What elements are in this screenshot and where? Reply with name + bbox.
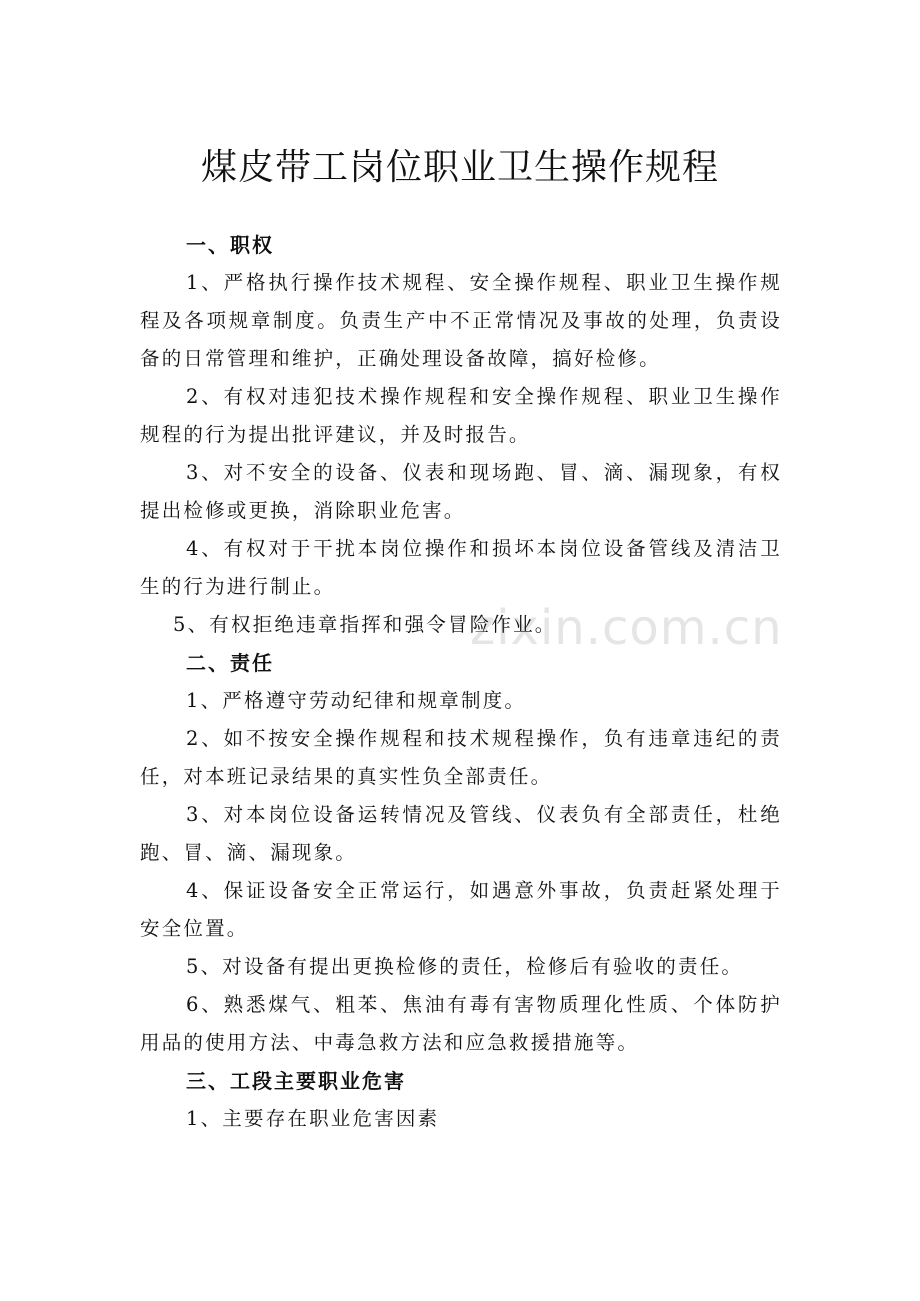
section-heading-hazards: 三、工段主要职业危害 xyxy=(186,1069,406,1093)
paragraph: 6、熟悉煤气、粗苯、焦油有毒有害物质理化性质、个体防护用品的使用方法、中毒急救方法和应急救援措施等。 xyxy=(140,993,782,1054)
paragraph: 3、对不安全的设备、仪表和现场跑、冒、滴、漏现象，有权提出检修或更换，消除职业危害。 xyxy=(140,461,782,522)
paragraph: 3、对本岗位设备运转情况及管线、仪表负有全部责任，杜绝跑、冒、滴、漏现象。 xyxy=(140,803,782,864)
paragraph: 4、保证设备安全正常运行，如遇意外事故，负责赶紧处理于安全位置。 xyxy=(140,879,782,940)
watermark: zixin.com.cn xyxy=(470,600,783,656)
page-title: 煤皮带工岗位职业卫生操作规程 xyxy=(200,147,719,188)
paragraph: 2、如不按安全操作规程和技术规程操作，负有违章违纪的责任，对本班记录结果的真实性负全部责任。 xyxy=(140,727,782,788)
section-heading-authority: 一、职权 xyxy=(186,233,274,257)
paragraph: 2、有权对违犯技术操作规程和安全操作规程、职业卫生操作规程的行为提出批评建议，并及时报告。 xyxy=(140,385,782,446)
paragraph: 4、有权对于干扰本岗位操作和损坏本岗位设备管线及清洁卫生的行为进行制止。 xyxy=(140,537,782,598)
document-body xyxy=(140,226,782,1138)
paragraph: 5、对设备有提出更换检修的责任，检修后有验收的责任。 xyxy=(186,955,744,978)
paragraph: 1、主要存在职业危害因素 xyxy=(186,1107,440,1130)
paragraph: 1、严格执行操作技术规程、安全操作规程、职业卫生操作规程及各项规章制度。负责生产中不正常情况及事故的处理，负责设备的日常管理和维护，正确处理设备故障，搞好检修。 xyxy=(140,271,782,370)
paragraph: 5、有权拒绝违章指挥和强令冒险作业。 xyxy=(173,613,557,636)
section-heading-responsibility: 二、责任 xyxy=(186,651,274,675)
paragraph: 1、严格遵守劳动纪律和规章制度。 xyxy=(186,689,527,712)
